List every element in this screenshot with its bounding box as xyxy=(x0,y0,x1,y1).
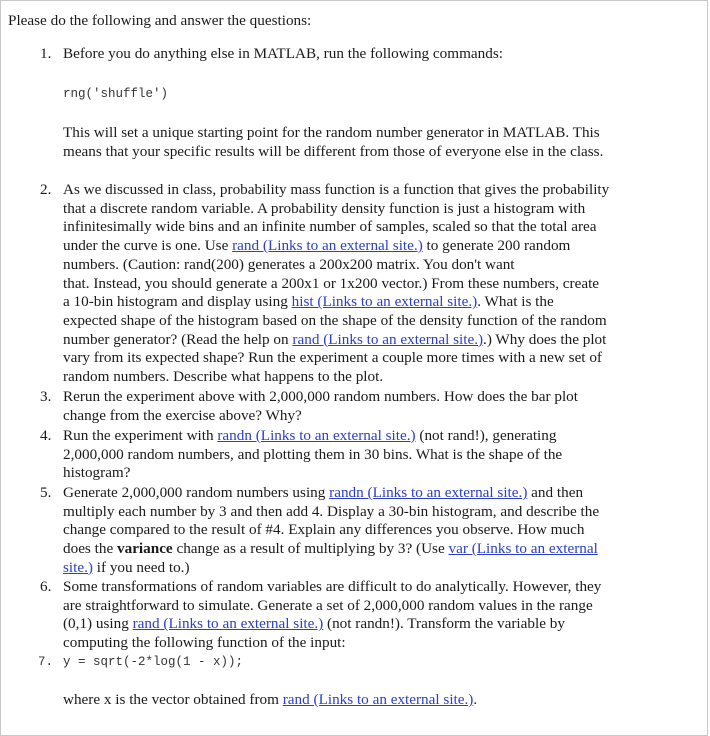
item-number: 2. xyxy=(40,181,52,198)
text-span: (not rand!), generating xyxy=(415,427,557,444)
text-line xyxy=(63,427,663,446)
code-sqrt-log: y = sqrt(-2*log(1 - x)); xyxy=(63,655,244,669)
text-line xyxy=(63,484,663,503)
text-line: As we discussed in class, probability mass function is a function that gives the probability xyxy=(63,181,610,198)
text-line: vary from its expected shape? Run the experiment a couple more times with a new set of xyxy=(63,349,602,367)
text-line: 2,000,000 random numbers, and plotting them in 30 bins. What is the shape of the xyxy=(63,445,563,463)
code-rng-shuffle: rng('shuffle') xyxy=(63,87,169,101)
text-line: computing the following function of the input: xyxy=(63,634,346,652)
var-link[interactable]: var (Links to an external xyxy=(448,540,598,558)
text-line: Some transformations of random variables are difficult to do analytically. However, they xyxy=(63,578,602,595)
text-line xyxy=(63,293,663,312)
text-span: where x is the vector obtained from xyxy=(63,691,283,708)
list-item-7 xyxy=(38,653,663,672)
text-span: a 10-bin histogram and display using xyxy=(63,293,292,311)
randn-link[interactable]: randn (Links to an external site.) xyxy=(217,427,416,444)
text-span: (not randn!). Transform the variable by xyxy=(323,615,565,633)
list-item-4 xyxy=(40,427,663,483)
rand-link[interactable]: rand (Links to an external site.) xyxy=(282,691,474,708)
note-line: This will set a unique starting point for the random number generator in MATLAB. This xyxy=(63,124,600,141)
bold-variance: variance xyxy=(117,540,173,558)
list-item-6 xyxy=(40,578,663,653)
item-number: 1. xyxy=(40,45,52,62)
list-item-5 xyxy=(40,484,663,578)
text-line: change from the exercise above? Why? xyxy=(63,406,302,424)
text-line xyxy=(63,691,663,710)
list-item-1 xyxy=(40,45,663,64)
randn-link[interactable]: randn (Links to an external site.) xyxy=(329,484,528,501)
text-span: Run the experiment with xyxy=(63,427,218,444)
item-number: 5. xyxy=(40,484,52,501)
rand-link[interactable]: rand (Links to an external site.) xyxy=(292,330,484,348)
item-number: 3. xyxy=(40,388,52,405)
text-line: change compared to the result of #4. Explain any differences you observe. How much xyxy=(63,521,585,539)
hist-link[interactable]: hist (Links to an external site.) xyxy=(291,293,478,311)
item-number: 7. xyxy=(38,655,54,669)
text-line: expected shape of the histogram based on the shape of the density function of the random xyxy=(63,311,607,329)
item-1-note xyxy=(63,124,663,161)
text-span: (0,1) using xyxy=(63,615,133,633)
item-7-note xyxy=(63,691,663,710)
text-span: under the curve is one. Use xyxy=(63,237,233,255)
text-line: Rerun the experiment above with 2,000,000 random numbers. How does the bar plot xyxy=(63,388,578,405)
text-line: infinitesimally wide bins and an infinite number of samples, scaled so that the total area xyxy=(63,218,597,236)
item-number: 6. xyxy=(40,578,52,595)
text-line: that. Instead, you should generate a 200x1 or 1x200 vector.) From these numbers, create xyxy=(63,274,600,292)
text-span: to generate 200 random xyxy=(422,237,571,255)
note-line: means that your specific results will be different from those of everyone else in the class. xyxy=(63,142,604,160)
text-span: does the xyxy=(63,540,117,558)
text-span: if you need to.) xyxy=(92,558,190,576)
text-line: are straightforward to simulate. Generate a set of 2,000,000 random values in the range xyxy=(63,596,593,614)
item-number: 4. xyxy=(40,427,52,444)
text-span: . xyxy=(473,691,478,708)
list-item-2 xyxy=(40,181,663,387)
text-line xyxy=(63,237,663,256)
text-line xyxy=(63,331,663,350)
text-line xyxy=(63,559,663,578)
text-line: histogram? xyxy=(63,464,131,482)
text-span: change as a result of multiplying by 3? (Use xyxy=(172,540,449,558)
var-link-continued[interactable]: site.) xyxy=(63,558,93,576)
rand-link[interactable]: rand (Links to an external site.) xyxy=(232,237,423,255)
text-span: .) Why does the plot xyxy=(483,330,607,348)
text-line: that a discrete random variable. A probability density function is just a histogram with xyxy=(63,199,586,217)
text-line xyxy=(63,615,663,634)
text-span: Generate 2,000,000 random numbers using xyxy=(63,484,330,501)
list-item-3 xyxy=(40,388,663,425)
text-span: number generator? (Read the help on xyxy=(63,330,293,348)
text-span: . What is the xyxy=(477,293,554,311)
item-text: Before you do anything else in MATLAB, run the following commands: xyxy=(63,45,503,62)
text-line: numbers. (Caution: rand(200) generates a 200x200 matrix. You don't want xyxy=(63,255,515,273)
text-line: multiply each number by 3 and then add 4. Display a 30-bin histogram, and describe the xyxy=(63,502,600,520)
text-line: random numbers. Describe what happens to the plot. xyxy=(63,368,384,386)
intro-text: Please do the following and answer the questions: xyxy=(8,12,312,29)
text-span: and then xyxy=(527,484,584,501)
rand-link[interactable]: rand (Links to an external site.) xyxy=(132,615,324,633)
text-line xyxy=(63,540,663,559)
